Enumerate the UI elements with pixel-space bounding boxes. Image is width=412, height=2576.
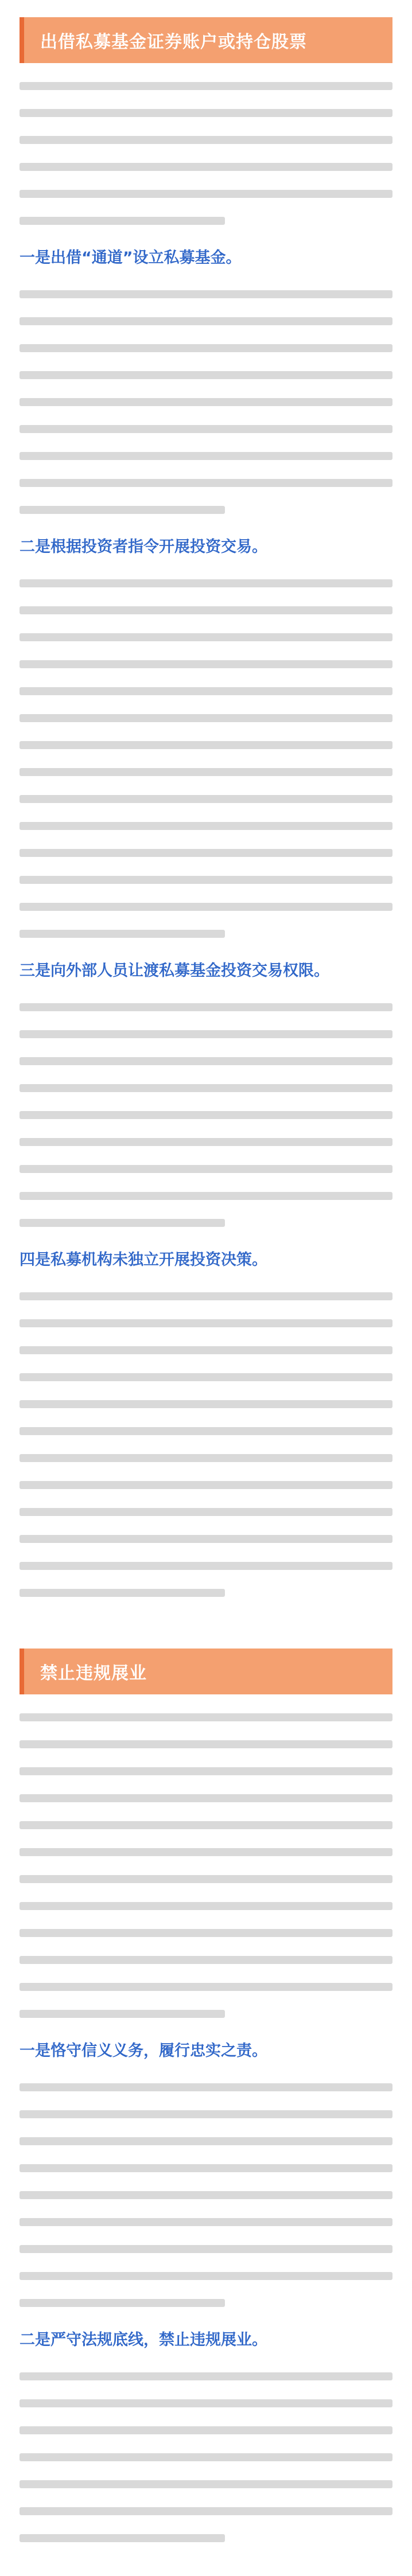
text-line-placeholder: [20, 1219, 225, 1227]
item-lead: 一是出借“通道”设立私募基金。: [20, 249, 242, 267]
section-spacer: [0, 1597, 412, 1631]
item-lead: 二是严守法规底线，禁止违规展业。: [20, 2331, 267, 2349]
text-line-placeholder: [20, 795, 392, 803]
text-line-placeholder: [20, 1875, 392, 1883]
text-line-placeholder: [20, 1767, 392, 1775]
text-line-placeholder: [20, 290, 392, 298]
list-item: [20, 1246, 392, 1597]
text-line-placeholder: [20, 109, 392, 117]
text-line-placeholder: [20, 822, 392, 830]
section-intro-paragraph: [20, 1713, 392, 2018]
section-header: [20, 17, 392, 63]
text-line-placeholder: [20, 1589, 225, 1597]
text-line-placeholder: [20, 1956, 392, 1964]
text-line-placeholder: [20, 1292, 392, 1300]
text-line-placeholder: [20, 687, 392, 695]
text-line-placeholder: [20, 398, 392, 406]
text-line-placeholder: [20, 1084, 392, 1092]
item-body: [20, 1003, 392, 1227]
list-item: [20, 533, 392, 938]
text-line-placeholder: [20, 2083, 392, 2091]
text-line-placeholder: [20, 2218, 392, 2226]
text-line-placeholder: [20, 1030, 392, 1038]
text-line-placeholder: [20, 317, 392, 325]
article-page: [0, 17, 412, 2576]
text-line-placeholder: [20, 2164, 392, 2172]
section-header-accent-bar: [20, 17, 24, 63]
text-line-placeholder: [20, 1902, 392, 1910]
text-line-placeholder: [20, 768, 392, 776]
item-lead: 四是私募机构未独立开展投资决策。: [20, 1251, 267, 1269]
text-line-placeholder: [20, 1929, 392, 1937]
text-line-placeholder: [20, 2534, 225, 2542]
section-items: [20, 244, 392, 1597]
text-line-placeholder: [20, 2245, 392, 2253]
text-line-placeholder: [20, 1427, 392, 1435]
text-line-placeholder: [20, 1848, 392, 1856]
text-line-placeholder: [20, 1454, 392, 1462]
text-line-placeholder: [20, 344, 392, 352]
text-line-placeholder: [20, 2010, 225, 2018]
text-line-placeholder: [20, 1562, 392, 1570]
text-line-placeholder: [20, 1821, 392, 1829]
text-line-placeholder: [20, 849, 392, 857]
text-line-placeholder: [20, 1740, 392, 1748]
text-line-placeholder: [20, 876, 392, 884]
text-line-placeholder: [20, 1003, 392, 1011]
text-line-placeholder: [20, 2453, 392, 2461]
text-line-placeholder: [20, 371, 392, 379]
section-title: 禁止违规展业: [40, 1663, 147, 1683]
text-line-placeholder: [20, 190, 392, 198]
text-line-placeholder: [20, 136, 392, 144]
text-line-placeholder: [20, 163, 392, 171]
text-line-placeholder: [20, 2110, 392, 2118]
text-line-placeholder: [20, 2191, 392, 2199]
text-line-placeholder: [20, 1165, 392, 1173]
item-body: [20, 2083, 392, 2307]
text-line-placeholder: [20, 2137, 392, 2145]
text-line-placeholder: [20, 2480, 392, 2488]
section-items: [20, 2037, 392, 2542]
text-line-placeholder: [20, 1373, 392, 1381]
item-lead: 二是根据投资者指令开展投资交易。: [20, 538, 267, 556]
text-line-placeholder: [20, 1508, 392, 1516]
list-item: [20, 2326, 392, 2542]
text-line-placeholder: [20, 479, 392, 487]
section-header: [20, 1649, 392, 1694]
text-line-placeholder: [20, 606, 392, 614]
text-line-placeholder: [20, 660, 392, 668]
text-line-placeholder: [20, 1138, 392, 1146]
text-line-placeholder: [20, 1346, 392, 1354]
item-lead: 三是向外部人员让渡私募基金投资交易权限。: [20, 962, 329, 980]
text-line-placeholder: [20, 506, 225, 514]
text-line-placeholder: [20, 1983, 392, 1991]
text-line-placeholder: [20, 714, 392, 722]
text-line-placeholder: [20, 1400, 392, 1408]
text-line-placeholder: [20, 1713, 392, 1721]
text-line-placeholder: [20, 2272, 392, 2280]
text-line-placeholder: [20, 1319, 392, 1327]
text-line-placeholder: [20, 1481, 392, 1489]
text-line-placeholder: [20, 217, 225, 225]
text-line-placeholder: [20, 579, 392, 587]
list-item: [20, 244, 392, 514]
list-item: [20, 957, 392, 1227]
text-line-placeholder: [20, 2399, 392, 2407]
section-1: [0, 17, 412, 1597]
item-lead: 一是恪守信义义务，履行忠实之责。: [20, 2042, 267, 2060]
text-line-placeholder: [20, 633, 392, 641]
text-line-placeholder: [20, 1794, 392, 1802]
text-line-placeholder: [20, 1535, 392, 1543]
list-item: [20, 2037, 392, 2307]
text-line-placeholder: [20, 741, 392, 749]
section-header-accent-bar: [20, 1649, 24, 1694]
text-line-placeholder: [20, 82, 392, 90]
text-line-placeholder: [20, 2299, 225, 2307]
text-line-placeholder: [20, 425, 392, 433]
item-body: [20, 1292, 392, 1597]
section-2: [0, 1649, 412, 2542]
item-body: [20, 290, 392, 514]
text-line-placeholder: [20, 1057, 392, 1065]
section-title: 出借私募基金证券账户或持仓股票: [40, 32, 307, 52]
text-line-placeholder: [20, 903, 392, 911]
text-line-placeholder: [20, 452, 392, 460]
item-body: [20, 579, 392, 938]
text-line-placeholder: [20, 1192, 392, 1200]
section-intro-paragraph: [20, 82, 392, 225]
item-body: [20, 2372, 392, 2542]
text-line-placeholder: [20, 2507, 392, 2515]
text-line-placeholder: [20, 1111, 392, 1119]
text-line-placeholder: [20, 930, 225, 938]
text-line-placeholder: [20, 2372, 392, 2380]
text-line-placeholder: [20, 2426, 392, 2434]
